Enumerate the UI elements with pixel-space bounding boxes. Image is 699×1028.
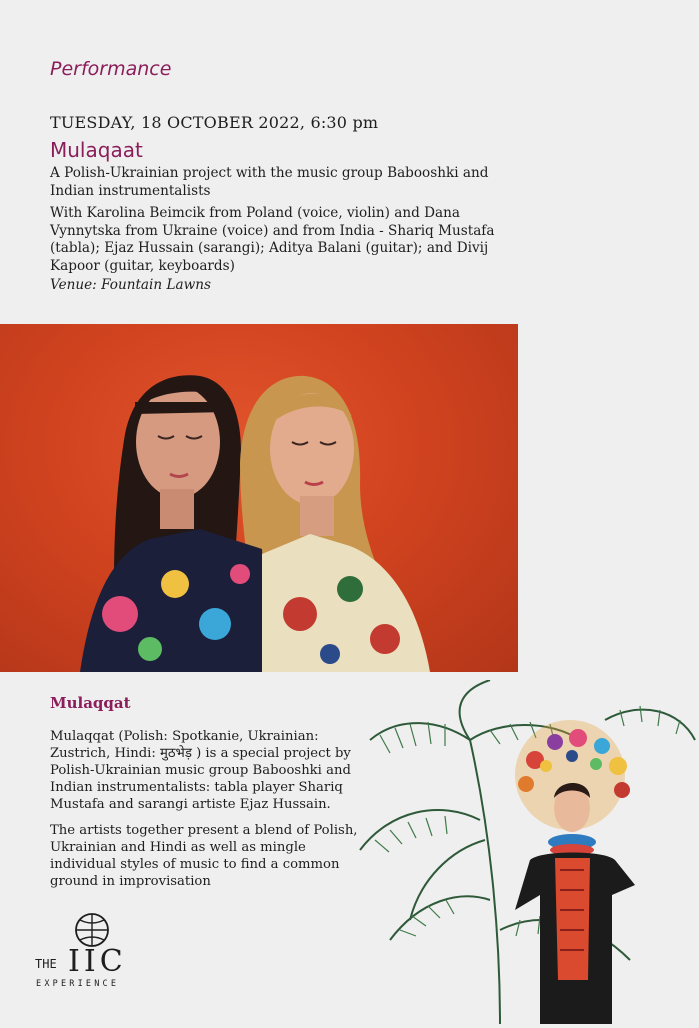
about-paragraph-1: Mulaqqat (Polish: Spotkanie, Ukrainian: Zustrich, Hindi: मुठभेड़ ) is a special project by Polish-Ukrainian music group Babooshki and Indian instrumentalists: tabla player Shariq Mustafa and sarangi artiste Ejaz Hussain. (50, 729, 351, 812)
logo-iic: IIC (68, 944, 127, 979)
about-paragraph-2: The artists together present a blend of Polish, Ukrainian and Hindi as well as mingle individual styles of music to find a common ground in improvisation (50, 823, 358, 889)
performers-photo (0, 324, 518, 672)
logo-the: THE (35, 957, 57, 971)
about-title: Mulaqqat (50, 694, 131, 712)
event-performers: With Karolina Beimcik from Poland (voice, violin) and Dana Vynnytska from Ukraine (voice) and from India - Shariq Mustafa (tabla); Ejaz Hussain (sarangi); Aditya Balani (guitar); and Divij Kapoor (guitar, keyboards) (50, 205, 495, 274)
palm-figure-illustration (350, 680, 699, 1024)
event-venue: Venue: Fountain Lawns (50, 277, 211, 293)
event-category: Performance (50, 58, 172, 80)
event-subtitle: A Polish-Ukrainian project with the music group Babooshki and Indian instrumentalists (50, 165, 489, 199)
event-date: TUESDAY, 18 OCTOBER 2022, 6:30 pm (50, 113, 379, 132)
performers-photo-art (0, 324, 518, 672)
event-title: Mulaqaat (50, 138, 143, 162)
logo-experience: EXPERIENCE (36, 979, 120, 989)
